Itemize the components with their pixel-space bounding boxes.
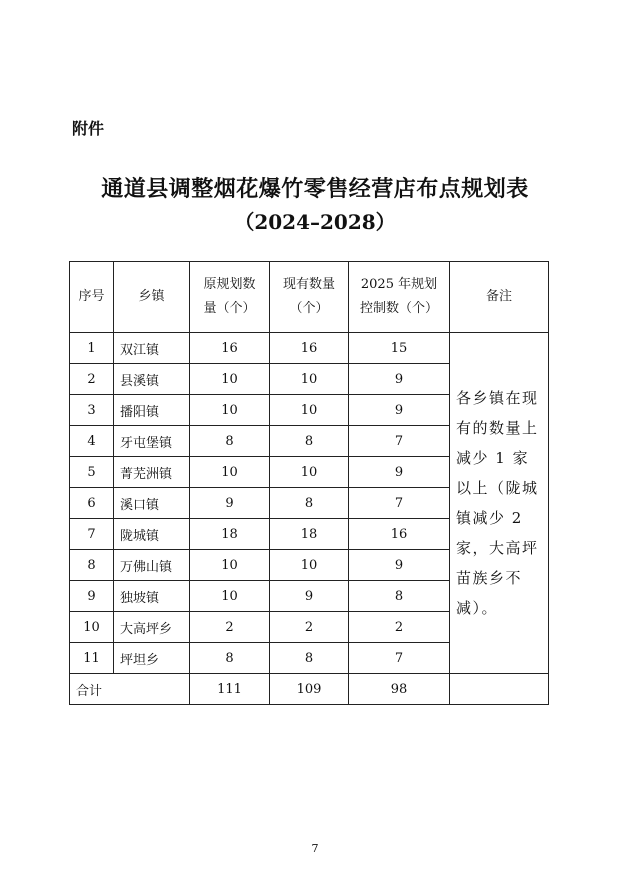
cell-index: 7 bbox=[70, 519, 114, 550]
header-plan bbox=[349, 262, 450, 333]
cell-plan: 2 bbox=[349, 612, 450, 643]
cell-town: 溪口镇 bbox=[114, 488, 190, 519]
cell-original: 18 bbox=[190, 519, 270, 550]
attachment-label: 附件 bbox=[72, 119, 105, 138]
cell-current: 18 bbox=[270, 519, 349, 550]
cell-index: 3 bbox=[70, 395, 114, 426]
cell-town: 牙屯堡镇 bbox=[114, 426, 190, 457]
cell-plan: 9 bbox=[349, 364, 450, 395]
cell-plan: 9 bbox=[349, 550, 450, 581]
total-remark bbox=[450, 674, 549, 705]
table-row bbox=[70, 333, 549, 364]
cell-town: 播阳镇 bbox=[114, 395, 190, 426]
cell-town: 大高坪乡 bbox=[114, 612, 190, 643]
cell-town: 坪坦乡 bbox=[114, 643, 190, 674]
cell-original: 10 bbox=[190, 581, 270, 612]
cell-index: 10 bbox=[70, 612, 114, 643]
cell-original: 16 bbox=[190, 333, 270, 364]
cell-current: 9 bbox=[270, 581, 349, 612]
cell-index: 6 bbox=[70, 488, 114, 519]
cell-plan: 7 bbox=[349, 426, 450, 457]
cell-current: 8 bbox=[270, 643, 349, 674]
total-original: 111 bbox=[190, 674, 270, 705]
cell-current: 8 bbox=[270, 488, 349, 519]
cell-current: 10 bbox=[270, 395, 349, 426]
cell-index: 4 bbox=[70, 426, 114, 457]
cell-index: 9 bbox=[70, 581, 114, 612]
header-plan-line1: 2025 年规划 bbox=[360, 277, 438, 292]
cell-original: 10 bbox=[190, 395, 270, 426]
cell-index: 2 bbox=[70, 364, 114, 395]
cell-current: 2 bbox=[270, 612, 349, 643]
cell-original: 9 bbox=[190, 488, 270, 519]
cell-current: 8 bbox=[270, 426, 349, 457]
header-town: 乡镇 bbox=[114, 262, 190, 333]
header-index: 序号 bbox=[70, 262, 114, 333]
cell-original: 10 bbox=[190, 550, 270, 581]
total-label: 合计 bbox=[70, 674, 190, 705]
cell-plan: 15 bbox=[349, 333, 450, 364]
header-current-line1: 现有数量 bbox=[282, 277, 335, 292]
cell-index: 1 bbox=[70, 333, 114, 364]
cell-index: 8 bbox=[70, 550, 114, 581]
header-plan-line2: 控制数（个） bbox=[359, 301, 438, 316]
page-subtitle: （2024–2028） bbox=[234, 210, 396, 234]
cell-current: 10 bbox=[270, 457, 349, 488]
cell-index: 5 bbox=[70, 457, 114, 488]
page-title: 通道县调整烟花爆竹零售经营店布点规划表 bbox=[101, 177, 529, 202]
cell-plan: 7 bbox=[349, 488, 450, 519]
cell-original: 8 bbox=[190, 426, 270, 457]
total-current: 109 bbox=[270, 674, 349, 705]
header-original bbox=[190, 262, 270, 333]
cell-original: 2 bbox=[190, 612, 270, 643]
header-current bbox=[270, 262, 349, 333]
header-current-line2: （个） bbox=[289, 301, 329, 316]
cell-town: 双江镇 bbox=[114, 333, 190, 364]
cell-original: 10 bbox=[190, 457, 270, 488]
header-original-line1: 原规划数 bbox=[203, 277, 256, 292]
page-number: 7 bbox=[311, 842, 319, 855]
cell-index: 11 bbox=[70, 643, 114, 674]
cell-original: 8 bbox=[190, 643, 270, 674]
cell-current: 16 bbox=[270, 333, 349, 364]
cell-plan: 8 bbox=[349, 581, 450, 612]
cell-town: 独坡镇 bbox=[114, 581, 190, 612]
cell-town: 万佛山镇 bbox=[114, 550, 190, 581]
cell-plan: 16 bbox=[349, 519, 450, 550]
table-total-row bbox=[70, 674, 549, 705]
cell-town: 陇城镇 bbox=[114, 519, 190, 550]
cell-town: 县溪镇 bbox=[114, 364, 190, 395]
cell-original: 10 bbox=[190, 364, 270, 395]
cell-current: 10 bbox=[270, 550, 349, 581]
total-plan: 98 bbox=[349, 674, 450, 705]
cell-remark: 各乡镇在现有的数量上减少 1 家以上（陇城镇减少 2 家，大高坪苗族乡不减）。 bbox=[450, 333, 549, 674]
cell-plan: 7 bbox=[349, 643, 450, 674]
cell-town: 菁芜洲镇 bbox=[114, 457, 190, 488]
cell-plan: 9 bbox=[349, 457, 450, 488]
table-header-row bbox=[70, 262, 549, 333]
header-original-line2: 量（个） bbox=[203, 301, 256, 316]
plan-table bbox=[69, 261, 549, 705]
cell-current: 10 bbox=[270, 364, 349, 395]
cell-plan: 9 bbox=[349, 395, 450, 426]
header-remark: 备注 bbox=[450, 262, 549, 333]
